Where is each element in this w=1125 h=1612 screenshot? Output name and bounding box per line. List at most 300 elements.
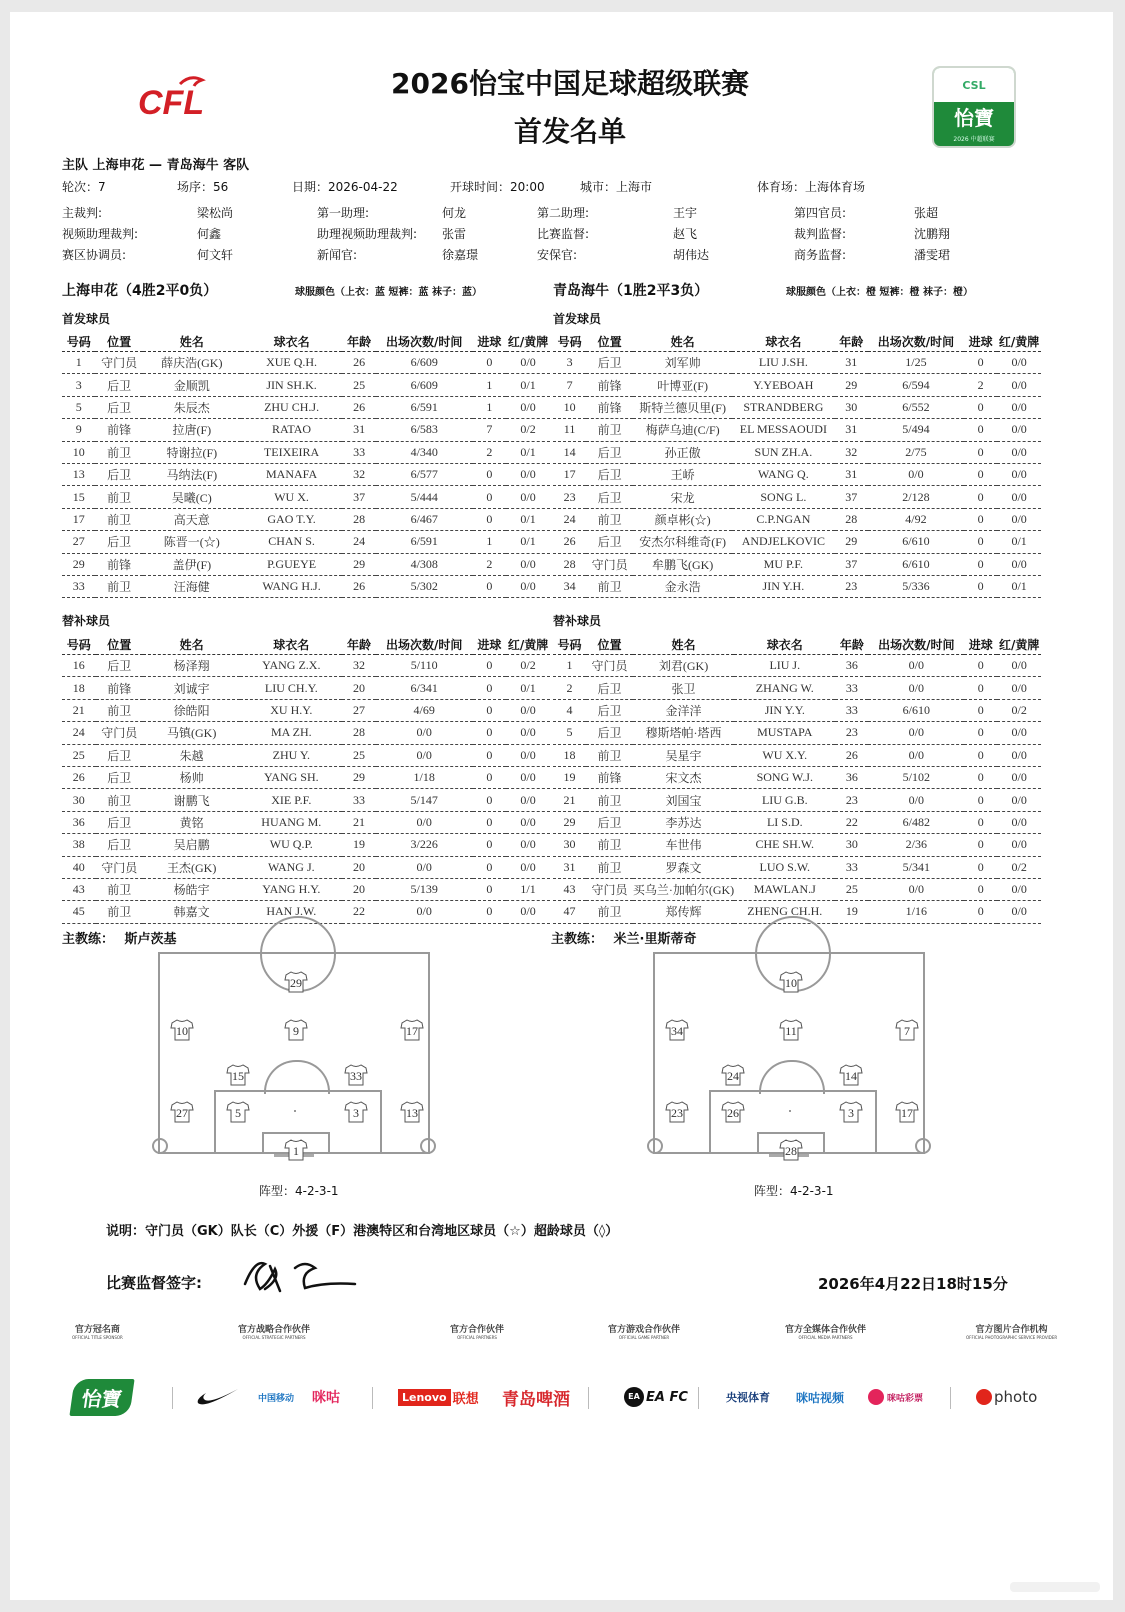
csl-logo-top: CSL <box>934 68 1014 102</box>
player-goals: 0 <box>473 655 507 677</box>
away-coach <box>551 928 697 947</box>
player-goals: 0 <box>473 789 507 811</box>
player-position: 后卫 <box>586 463 633 485</box>
player-apps: 0/0 <box>868 878 964 900</box>
player-number: 29 <box>553 811 586 833</box>
player-shirt-icon <box>284 971 308 993</box>
title-line-1: 2026怡宝中国足球超级联赛 <box>391 67 749 100</box>
player-shirt-name: Y.YEBOAH <box>732 374 835 396</box>
player-number: 18 <box>62 677 96 699</box>
player-cards: 0/0 <box>506 901 550 923</box>
player-row <box>62 419 550 441</box>
player-position: 后卫 <box>586 531 633 553</box>
player-number: 5 <box>553 722 586 744</box>
player-cards: 0/0 <box>997 766 1041 788</box>
shirt-number: 1 <box>293 1144 299 1158</box>
signature-datetime: 2026年4月22日18时15分 <box>818 1275 1008 1293</box>
player-shirt-name: RATAO <box>241 419 343 441</box>
player-number: 1 <box>62 352 95 374</box>
official-name: 胡伟达 <box>673 248 710 262</box>
player-row <box>553 419 1041 441</box>
player-number: 15 <box>62 486 95 508</box>
lineup-sheet <box>10 12 1113 1600</box>
player-age: 32 <box>835 441 868 463</box>
player-apps: 6/552 <box>868 396 964 418</box>
player-cards: 0/0 <box>997 508 1041 530</box>
away-formation: 阵型：4-2-3-1 <box>754 1184 834 1198</box>
player-shirt-icon <box>895 1019 919 1041</box>
player-apps: 6/583 <box>376 419 473 441</box>
column-header: 姓名 <box>633 331 732 352</box>
sponsor-logo-tsingtao: 青岛啤酒 <box>502 1389 570 1410</box>
player-number: 24 <box>62 722 96 744</box>
official-role: 新闻官: <box>317 248 358 262</box>
player-row <box>62 766 550 788</box>
player-name: 杨泽翔 <box>143 655 240 677</box>
player-apps: 6/610 <box>868 699 964 721</box>
official-name: 沈鹏翔 <box>914 227 951 241</box>
player-apps: 1/18 <box>376 766 473 788</box>
player-number: 21 <box>62 699 96 721</box>
player-cards: 0/0 <box>997 553 1041 575</box>
player-position: 后卫 <box>96 811 143 833</box>
player-number: 4 <box>553 699 586 721</box>
player-goals: 0 <box>473 901 507 923</box>
column-header: 进球 <box>964 331 997 352</box>
player-goals: 0 <box>473 811 507 833</box>
player-apps: 4/308 <box>376 553 473 575</box>
column-header: 位置 <box>586 634 633 655</box>
shirt-number: 3 <box>848 1106 854 1120</box>
shirt-number: 10 <box>176 1024 188 1038</box>
player-row <box>553 655 1041 677</box>
player-age: 33 <box>342 441 375 463</box>
sponsor-category-cn: 官方图片合作机构 <box>975 1325 1048 1335</box>
player-goals: 0 <box>473 486 506 508</box>
player-shirt-name: LIU J. <box>734 655 835 677</box>
player-position: 前卫 <box>95 575 142 597</box>
shirt-number: 23 <box>671 1106 683 1120</box>
player-name: 刘军帅 <box>633 352 732 374</box>
column-header: 出场次数/时间 <box>376 331 473 352</box>
shirt-number: 29 <box>290 976 302 990</box>
player-age: 36 <box>835 655 868 677</box>
player-apps: 0/0 <box>376 722 473 744</box>
player-position: 前卫 <box>96 878 143 900</box>
player-number: 26 <box>62 766 96 788</box>
match-date: 日期：2026-04-22 <box>292 180 398 194</box>
player-goals: 0 <box>473 856 507 878</box>
official-name: 何鑫 <box>197 227 222 241</box>
player-shirt-name: P.GUEYE <box>241 553 343 575</box>
round: 轮次：7 <box>62 180 106 194</box>
player-position: 后卫 <box>96 766 143 788</box>
player-cards: 0/0 <box>506 575 550 597</box>
player-cards: 0/1 <box>506 531 550 553</box>
player-shirt-name: SONG L. <box>732 486 835 508</box>
column-header: 红/黄牌 <box>997 331 1041 352</box>
away-starters-table <box>553 331 1041 598</box>
player-apps: 0/0 <box>868 463 964 485</box>
player-name: 马纳法(F) <box>143 463 241 485</box>
player-goals: 0 <box>964 856 997 878</box>
cfl-logo <box>130 70 230 130</box>
player-shirt-icon <box>839 1101 863 1123</box>
player-goals: 0 <box>964 811 997 833</box>
player-apps: 0/0 <box>868 677 964 699</box>
official-name: 王宇 <box>673 206 698 220</box>
player-goals: 0 <box>964 352 997 374</box>
player-name: 谢鹏飞 <box>143 789 240 811</box>
official-role: 视频助理裁判: <box>62 227 139 241</box>
player-name: 刘君(GK) <box>633 655 734 677</box>
column-header: 年龄 <box>835 331 868 352</box>
column-header: 位置 <box>586 331 633 352</box>
player-age: 33 <box>835 677 868 699</box>
player-row <box>553 856 1041 878</box>
player-shirt-name: HUANG M. <box>240 811 342 833</box>
player-apps: 6/341 <box>376 677 473 699</box>
official-role: 赛区协调员: <box>62 248 127 262</box>
player-position: 后卫 <box>95 463 142 485</box>
column-header: 姓名 <box>143 634 240 655</box>
player-position: 后卫 <box>96 834 143 856</box>
player-age: 31 <box>835 352 868 374</box>
shirt-number: 34 <box>671 1024 683 1038</box>
sponsor-logo-migu: 咪咕 <box>312 1390 340 1406</box>
player-shirt-name: GAO T.Y. <box>241 508 343 530</box>
player-age: 37 <box>835 486 868 508</box>
player-shirt-name: C.P.NGAN <box>732 508 835 530</box>
shirt-number: 17 <box>406 1024 418 1038</box>
player-goals: 0 <box>964 789 997 811</box>
away-subs-table <box>553 634 1041 924</box>
player-age: 29 <box>835 374 868 396</box>
player-position: 前卫 <box>586 856 633 878</box>
player-shirt-icon <box>779 971 803 993</box>
kickoff-time: 开球时间：20:00 <box>450 180 545 194</box>
player-position: 前锋 <box>586 396 633 418</box>
player-number: 31 <box>553 856 586 878</box>
player-shirt-icon <box>226 1064 250 1086</box>
player-apps: 2/75 <box>868 441 964 463</box>
player-row <box>553 575 1041 597</box>
player-cards: 0/0 <box>997 834 1041 856</box>
player-row <box>62 744 550 766</box>
player-cards: 0/0 <box>506 699 550 721</box>
player-age: 37 <box>835 553 868 575</box>
player-age: 20 <box>342 677 376 699</box>
player-goals: 0 <box>964 677 997 699</box>
sponsor-logo-photo: photo <box>976 1382 1037 1412</box>
column-header: 球衣名 <box>241 331 343 352</box>
player-goals: 0 <box>964 508 997 530</box>
player-goals: 0 <box>473 463 506 485</box>
player-name: 马镇(GK) <box>143 722 240 744</box>
player-age: 33 <box>835 856 868 878</box>
player-name: 杨皓宇 <box>143 878 240 900</box>
player-age: 28 <box>342 722 376 744</box>
player-cards: 0/0 <box>506 352 550 374</box>
player-age: 31 <box>342 419 375 441</box>
player-number: 9 <box>62 419 95 441</box>
player-position: 守门员 <box>95 352 142 374</box>
player-apps: 0/0 <box>868 789 964 811</box>
player-name: 叶博亚(F) <box>633 374 732 396</box>
player-name: 韩嘉文 <box>143 901 240 923</box>
player-apps: 5/102 <box>868 766 964 788</box>
sponsor-category <box>238 1322 310 1340</box>
official-name: 何龙 <box>442 206 467 220</box>
player-age: 29 <box>342 553 375 575</box>
player-apps: 5/336 <box>868 575 964 597</box>
table-header-row <box>553 634 1041 655</box>
player-number: 18 <box>553 744 586 766</box>
sponsor-logo-migu-video: 咪咕视频 <box>796 1390 845 1405</box>
away-subs-heading: 替补球员 <box>553 614 602 628</box>
column-header: 红/黄牌 <box>997 634 1041 655</box>
player-name: 黄铭 <box>143 811 240 833</box>
player-number: 36 <box>62 811 96 833</box>
player-shirt-name: LIU CH.Y. <box>240 677 342 699</box>
player-goals: 0 <box>964 486 997 508</box>
player-shirt-name: WANG Q. <box>732 463 835 485</box>
player-number: 28 <box>553 553 586 575</box>
player-row <box>62 553 550 575</box>
player-cards: 0/0 <box>506 463 550 485</box>
away-formation-pitch <box>653 952 925 1158</box>
player-name: 斯特兰德贝里(F) <box>633 396 732 418</box>
official-role: 助理视频助理裁判: <box>317 227 418 241</box>
player-name: 穆斯塔帕·塔西 <box>633 722 734 744</box>
player-goals: 0 <box>473 834 507 856</box>
title-line-2: 首发名单 <box>513 115 626 148</box>
player-name: 刘诚宇 <box>143 677 240 699</box>
column-header: 号码 <box>62 634 96 655</box>
player-name: 宋文杰 <box>633 766 734 788</box>
player-position: 后卫 <box>586 486 633 508</box>
player-shirt-name: MUSTAPA <box>734 722 835 744</box>
column-header: 红/黄牌 <box>506 331 550 352</box>
shirt-number: 9 <box>293 1024 299 1038</box>
player-name: 金顺凯 <box>143 374 241 396</box>
column-header: 位置 <box>96 634 143 655</box>
player-position: 前卫 <box>586 575 633 597</box>
player-apps: 5/139 <box>376 878 473 900</box>
player-shirt-name: YANG H.Y. <box>240 878 342 900</box>
player-shirt-name: YANG Z.X. <box>240 655 342 677</box>
player-age: 31 <box>835 419 868 441</box>
official-role: 比赛监督: <box>537 227 590 241</box>
player-apps: 6/610 <box>868 553 964 575</box>
player-cards: 0/0 <box>997 396 1041 418</box>
player-row <box>62 811 550 833</box>
player-cards: 0/2 <box>997 699 1041 721</box>
player-cards: 0/0 <box>997 486 1041 508</box>
player-row <box>62 486 550 508</box>
player-shirt-name: LIU G.B. <box>734 789 835 811</box>
away-team-title: 青岛海牛（1胜2平3负） <box>553 283 709 299</box>
player-position: 守门员 <box>586 878 633 900</box>
player-name: 梅萨乌迪(C/F) <box>633 419 732 441</box>
player-shirt-name: LUO S.W. <box>734 856 835 878</box>
player-goals: 0 <box>473 352 506 374</box>
sponsor-category-cn: 官方全媒体合作伙伴 <box>785 1325 867 1335</box>
player-name: 张卫 <box>633 677 734 699</box>
player-shirt-icon <box>284 1139 308 1161</box>
player-row <box>62 463 550 485</box>
city: 城市：上海市 <box>580 180 653 194</box>
player-apps: 0/0 <box>376 744 473 766</box>
player-goals: 0 <box>964 699 997 721</box>
player-goals: 0 <box>964 553 997 575</box>
player-row <box>553 486 1041 508</box>
player-apps: 0/0 <box>868 722 964 744</box>
player-apps: 5/302 <box>376 575 473 597</box>
sponsor-category <box>785 1322 866 1340</box>
player-position: 前卫 <box>586 744 633 766</box>
player-row <box>62 441 550 463</box>
player-position: 前卫 <box>586 419 633 441</box>
player-cards: 0/0 <box>997 901 1041 923</box>
csl-logo-bot: 2026 中超联赛 <box>953 136 995 143</box>
player-cards: 0/0 <box>997 744 1041 766</box>
player-row <box>553 441 1041 463</box>
player-position: 守门员 <box>96 856 143 878</box>
player-cards: 0/1 <box>997 531 1041 553</box>
sponsor-category <box>72 1322 123 1340</box>
player-shirt-name: CHAN S. <box>241 531 343 553</box>
player-cards: 0/2 <box>506 655 550 677</box>
player-shirt-name: EL MESSAOUDI <box>732 419 835 441</box>
watermark <box>1010 1582 1100 1592</box>
player-cards: 0/0 <box>506 811 550 833</box>
player-age: 26 <box>342 575 375 597</box>
player-apps: 6/591 <box>376 396 473 418</box>
player-number: 43 <box>553 878 586 900</box>
player-goals: 0 <box>964 878 997 900</box>
player-shirt-name: MA ZH. <box>240 722 342 744</box>
player-age: 24 <box>342 531 375 553</box>
sponsor-category-en: OFFICIAL STRATEGIC PARTNERS <box>242 1335 306 1340</box>
player-cards: 0/2 <box>506 419 550 441</box>
player-cards: 0/0 <box>506 553 550 575</box>
player-apps: 5/494 <box>868 419 964 441</box>
player-shirt-icon <box>895 1101 919 1123</box>
player-shirt-name: LIU J.SH. <box>732 352 835 374</box>
player-position: 守门员 <box>586 655 633 677</box>
player-number: 10 <box>62 441 95 463</box>
player-position: 前卫 <box>586 789 633 811</box>
player-age: 23 <box>835 789 868 811</box>
sponsor-category-en: OFFICIAL TITLE SPONSOR <box>72 1335 123 1340</box>
shirt-number: 33 <box>350 1069 362 1083</box>
table-header-row <box>553 331 1041 352</box>
player-row <box>553 811 1041 833</box>
sponsor-logo-lenovo: Lenovo 联想 <box>398 1382 479 1412</box>
player-number: 13 <box>62 463 95 485</box>
player-position: 前锋 <box>95 419 142 441</box>
player-row <box>62 856 550 878</box>
player-age: 29 <box>835 531 868 553</box>
player-goals: 0 <box>964 575 997 597</box>
player-number: 26 <box>553 531 586 553</box>
sponsor-category-en: OFFICIAL MEDIA PARTNERS <box>798 1335 853 1340</box>
official-name: 赵飞 <box>673 227 698 241</box>
player-number: 24 <box>553 508 586 530</box>
player-apps: 0/0 <box>376 811 473 833</box>
sponsor-category-cn: 官方合作伙伴 <box>450 1325 505 1335</box>
player-apps: 6/610 <box>868 531 964 553</box>
player-position: 后卫 <box>96 655 143 677</box>
player-goals: 7 <box>473 419 506 441</box>
player-shirt-icon <box>779 1019 803 1041</box>
player-number: 3 <box>553 352 586 374</box>
home-subs-heading: 替补球员 <box>62 614 111 628</box>
player-number: 45 <box>62 901 96 923</box>
player-position: 后卫 <box>95 396 142 418</box>
player-name: 孙正傲 <box>633 441 732 463</box>
player-age: 33 <box>835 699 868 721</box>
player-shirt-name: WU X. <box>241 486 343 508</box>
player-apps: 0/0 <box>376 901 473 923</box>
player-age: 29 <box>342 766 376 788</box>
player-shirt-name: STRANDBERG <box>732 396 835 418</box>
player-position: 前卫 <box>96 789 143 811</box>
player-age: 22 <box>342 901 376 923</box>
player-goals: 0 <box>964 766 997 788</box>
player-position: 后卫 <box>95 374 142 396</box>
home-coach <box>62 928 177 947</box>
shirt-number: 3 <box>353 1106 359 1120</box>
official-name: 潘雯珺 <box>914 248 951 262</box>
player-apps: 0/0 <box>376 856 473 878</box>
player-apps: 6/594 <box>868 374 964 396</box>
player-name: 牟鹏飞(GK) <box>633 553 732 575</box>
away-kit-colors: 球服颜色（上衣：橙 短裤：橙 袜子：橙） <box>786 287 973 298</box>
player-apps: 0/0 <box>868 744 964 766</box>
official-role: 第一助理: <box>317 206 370 220</box>
home-subs-table <box>62 634 550 924</box>
player-name: 朱越 <box>143 744 240 766</box>
player-row <box>553 374 1041 396</box>
player-row <box>553 766 1041 788</box>
player-shirt-name: YANG SH. <box>240 766 342 788</box>
player-shirt-icon <box>226 1101 250 1123</box>
player-name: 李苏达 <box>633 811 734 833</box>
player-shirt-icon <box>170 1101 194 1123</box>
column-header: 出场次数/时间 <box>868 634 964 655</box>
player-number: 29 <box>62 553 95 575</box>
player-shirt-name: WU X.Y. <box>734 744 835 766</box>
player-age: 19 <box>835 901 868 923</box>
player-goals: 0 <box>473 744 507 766</box>
shirt-number: 26 <box>727 1106 739 1120</box>
player-position: 前卫 <box>95 486 142 508</box>
player-number: 27 <box>62 531 95 553</box>
player-goals: 0 <box>473 508 506 530</box>
column-header: 球衣名 <box>240 634 342 655</box>
column-header: 姓名 <box>633 634 734 655</box>
player-position: 前卫 <box>96 699 143 721</box>
shirt-number: 11 <box>785 1024 797 1038</box>
player-goals: 0 <box>473 699 507 721</box>
player-goals: 0 <box>473 766 507 788</box>
player-cards: 0/1 <box>997 575 1041 597</box>
player-row <box>553 722 1041 744</box>
player-cards: 0/0 <box>997 655 1041 677</box>
player-shirt-name: WU Q.P. <box>240 834 342 856</box>
